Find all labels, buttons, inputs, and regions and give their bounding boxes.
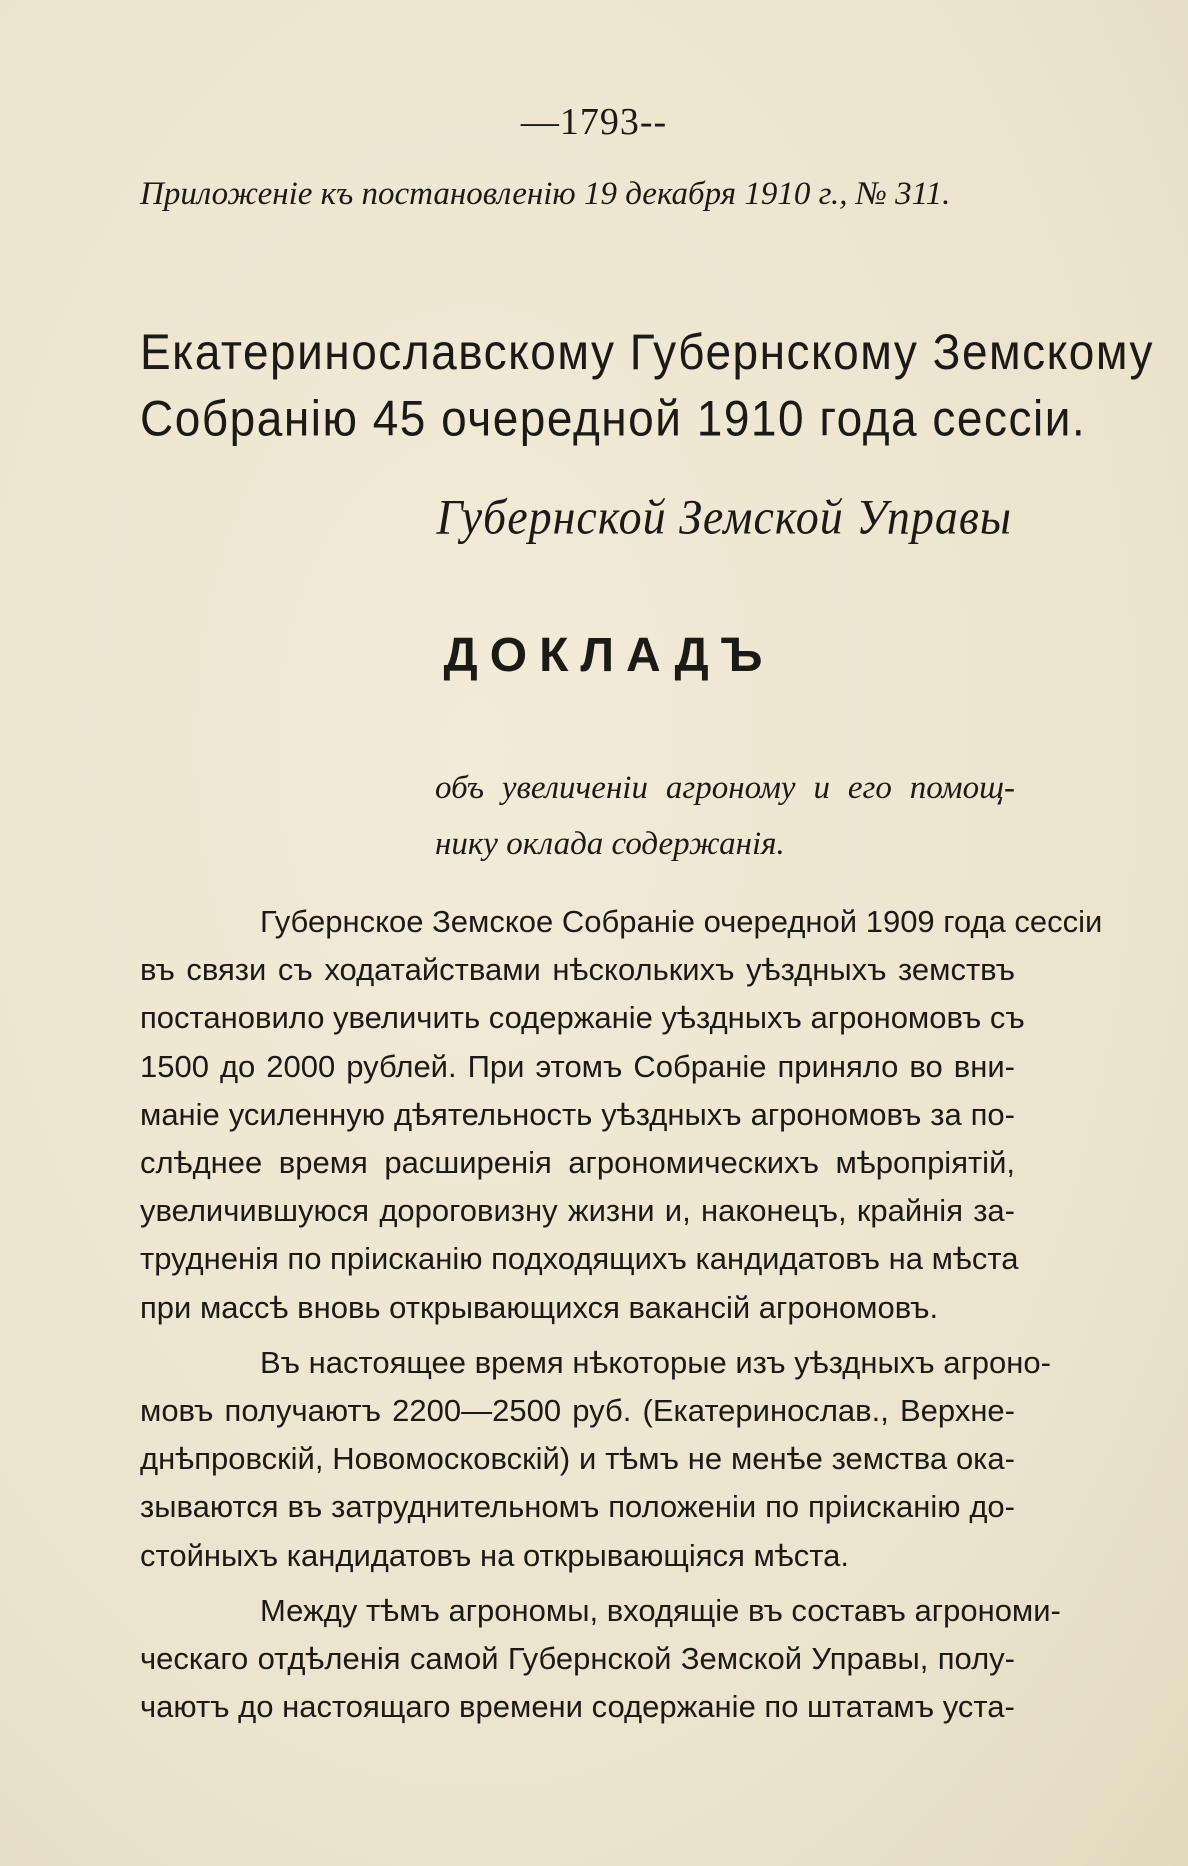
paragraph-line: слѣднее время расширенiя агрономическихъ мѣропрiятiй, <box>140 1145 1015 1181</box>
paragraph-line: при массѣ вновь открывающихся вакансiй агрономовъ. <box>140 1289 939 1325</box>
paragraph-line: днѣпровскiй, Новомосковскiй) и тѣмъ не менѣе земства ока- <box>140 1441 1015 1477</box>
subject-line-1: объ увеличенiи агроному и его помощ- <box>435 770 1015 806</box>
subject-line-2: нику оклада содержанiя. <box>435 826 785 862</box>
appendix-note: Приложенiе къ постановленiю 19 декабря 1910 г., № 311. <box>140 176 951 212</box>
paragraph-line: Въ настоящее время нѣкоторые изъ уѣздныхъ агроно- <box>260 1344 1051 1380</box>
paragraph-line: увеличившуюся дороговизну жизни и, наконецъ, крайнiя за- <box>140 1193 1015 1229</box>
document-title <box>140 318 1155 452</box>
page-number: —1793-- <box>520 101 668 143</box>
paragraph-line: Между тѣмъ агрономы, входящiе въ составъ агрономи- <box>260 1592 1061 1628</box>
title-line-2: Собранiю 45 очередной 1910 года сессiи. <box>140 390 1087 447</box>
paragraph-line: трудненiя по прiисканiю подходящихъ кандидатовъ на мѣста <box>140 1241 1019 1277</box>
paragraph-line: въ связи съ ходатайствами нѣсколькихъ уѣздныхъ земствъ <box>140 952 1015 988</box>
document-type-heading: ДОКЛАДЪ <box>443 629 775 682</box>
body-paragraph <box>140 898 1103 1332</box>
paragraph-line: зываются въ затруднительномъ положенiи по прiисканiю до- <box>140 1489 1015 1525</box>
paragraph-line: мовъ получаютъ 2200—2500 руб. (Екатеринослав., Верхне- <box>140 1393 1015 1429</box>
paragraph-line: манiе усиленную дѣятельность уѣздныхъ агрономовъ за по- <box>140 1096 1015 1132</box>
issuing-authority: Губернской Земской Управы <box>436 489 1012 545</box>
body-paragraph <box>140 1339 1051 1580</box>
paragraph-line: постановило увеличить содержанiе уѣздныхъ агрономовъ съ <box>140 1000 1025 1036</box>
title-line-1: Екатеринославскому Губернскому Земскому <box>140 323 1155 380</box>
document-body <box>140 898 1103 1738</box>
paragraph-line: 1500 до 2000 рублей. При этомъ Собранiе приняло во вни- <box>140 1048 1015 1084</box>
paragraph-line: чаютъ до настоящаго времени содержанiе по штатамъ уста- <box>140 1689 1015 1725</box>
paragraph-line: ческаго отдѣленiя самой Губернской Земской Управы, полу- <box>140 1641 1015 1677</box>
document-subject <box>435 760 1015 872</box>
paragraph-line: Губернское Земское Собранiе очередной 1909 года сессiи <box>260 904 1103 939</box>
paragraph-line: стойныхъ кандидатовъ на открывающiяся мѣста. <box>140 1537 849 1573</box>
body-paragraph <box>140 1587 1061 1732</box>
